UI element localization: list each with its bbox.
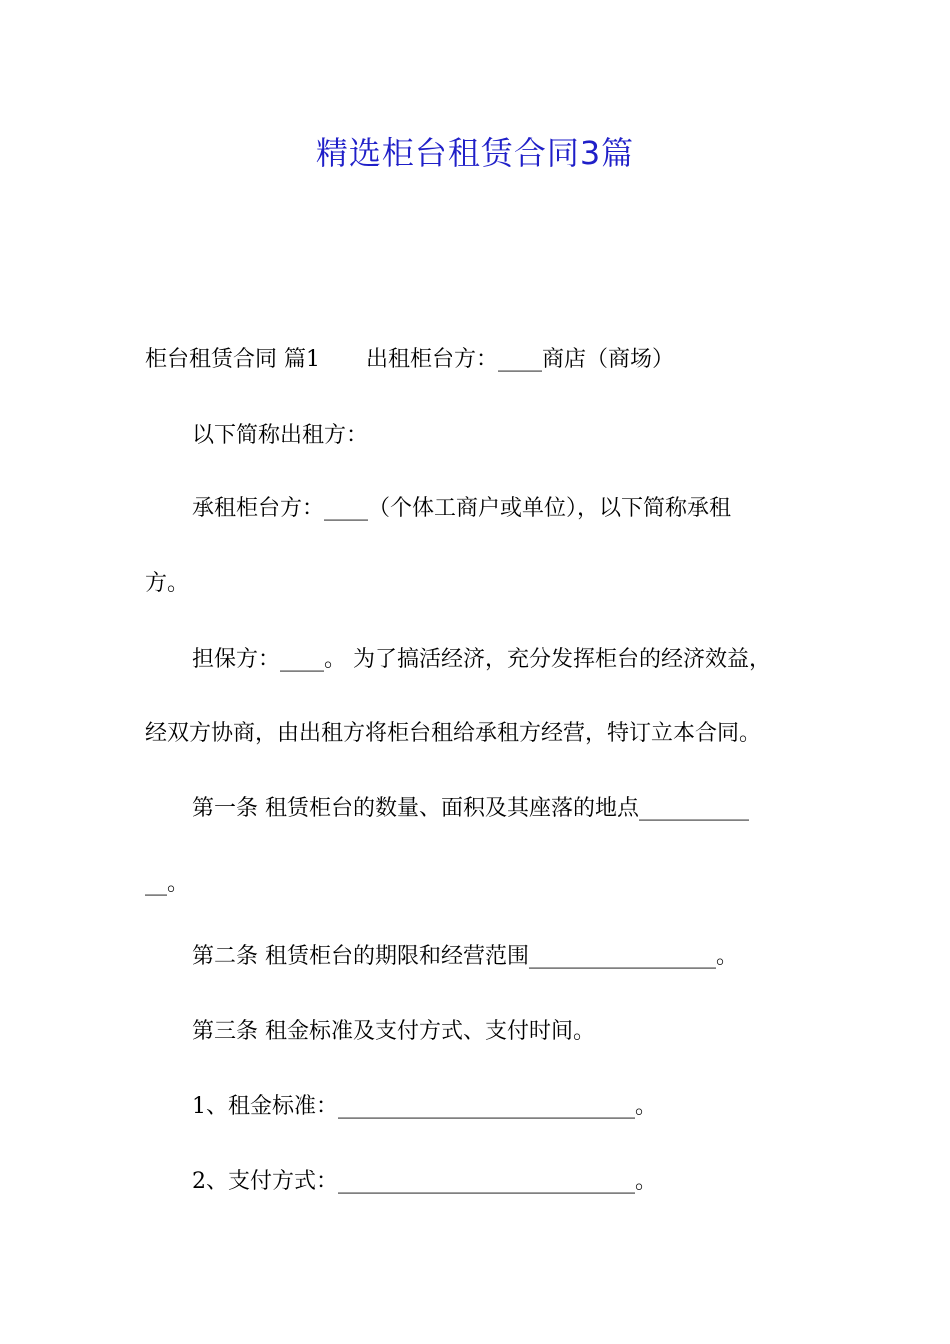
- paragraph-line-2: 以下简称出租方：: [192, 423, 369, 448]
- section-heading: 柜台租赁合同 篇1: [145, 347, 320, 372]
- paragraph-line-10: 第三条 租金标准及支付方式、支付时间。: [192, 1019, 595, 1044]
- lessor-line: 出租柜台方：____商店（商场）: [366, 347, 675, 372]
- paragraph-line-12: 2、支付方式：___________________________。: [192, 1169, 657, 1194]
- paragraph-line-1: [145, 345, 674, 375]
- document-title: 精选柜台租赁合同3篇: [315, 134, 635, 172]
- paragraph-line-5: 担保方：____。 为了搞活经济，充分发挥柜台的经济效益，: [192, 647, 771, 672]
- paragraph-line-11: 1、租金标准：___________________________。: [192, 1094, 657, 1119]
- paragraph-line-7: 第一条 租赁柜台的数量、面积及其座落的地点__________: [192, 796, 749, 821]
- paragraph-line-8: __。: [145, 871, 190, 896]
- paragraph-line-9: 第二条 租赁柜台的期限和经营范围_________________。: [192, 944, 738, 969]
- paragraph-line-3: 承租柜台方：____（个体工商户或单位），以下简称承租: [192, 496, 732, 521]
- paragraph-line-4: 方。: [145, 571, 190, 596]
- paragraph-line-6: 经双方协商，由出租方将柜台租给承租方经营，特订立本合同。: [145, 721, 762, 746]
